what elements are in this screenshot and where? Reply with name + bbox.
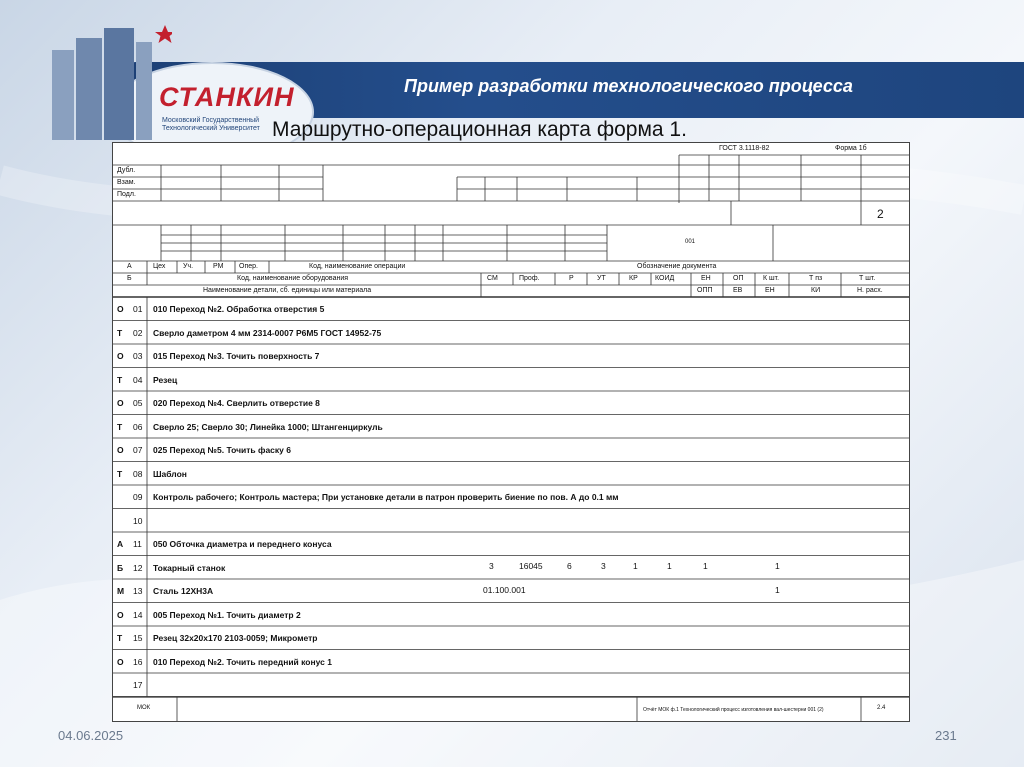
row-type: Т	[117, 327, 123, 338]
row-text: Шаблон	[153, 468, 187, 479]
col-en2: ЕН	[765, 287, 775, 294]
row-number: 11	[133, 539, 142, 549]
row-number: 07	[133, 445, 143, 455]
col-oboz-doc: Обозначение документа	[637, 263, 717, 270]
page-subtitle: Маршрутно-операционная карта форма 1.	[272, 118, 687, 141]
row-number: 12	[133, 562, 143, 573]
row-text: 020 Переход №4. Сверлить отверстие 8	[153, 398, 320, 408]
row-type: Т	[117, 468, 123, 479]
col-n-rash: Н. расх.	[857, 287, 883, 294]
vzam-label: Взам.	[117, 179, 136, 186]
row-text: 010 Переход №2. Обработка отверстия 5	[153, 304, 325, 314]
row-number: 05	[133, 398, 143, 408]
row-number: 10	[133, 515, 143, 526]
footer-sheet: 2.4	[877, 705, 886, 711]
row-number: 02	[133, 327, 143, 338]
row-number: 09	[133, 492, 143, 502]
row-type: А	[117, 539, 124, 549]
row13-k-sht: 1	[775, 585, 780, 595]
row-number: 03	[133, 351, 143, 361]
col-opp: ОПП	[697, 287, 713, 294]
row-type: Т	[117, 374, 123, 385]
row-number: 04	[133, 374, 143, 385]
row-text: Токарный станок	[153, 562, 226, 573]
row-text: Сверло даметром 4 мм 2314-0007 Р6М5 ГОСТ 14952-75	[153, 327, 382, 338]
col-rm: РМ	[213, 263, 224, 270]
row-text: Сверло 25; Сверло 30; Линейка 1000; Штангенциркуль	[153, 421, 383, 432]
col-ki: КИ	[811, 287, 821, 294]
logo-sub-line-1: Московский Государственный	[162, 117, 260, 124]
col-t-sht: Т шт.	[859, 275, 876, 282]
row-text: 050 Обточка диаметра и переднего конуса	[153, 539, 332, 549]
row-number: 17	[133, 680, 143, 690]
row12-k-sht: 1	[775, 561, 780, 571]
sheet-number: 2	[877, 207, 884, 221]
route-card-document	[112, 142, 910, 722]
row12-sm: 3	[489, 561, 494, 571]
row-number: 15	[133, 633, 143, 643]
row-type: О	[117, 609, 124, 620]
col-naim-det: Наименование детали, сб. единицы или материала	[203, 287, 372, 294]
forma-label: Форма 1б	[835, 145, 867, 152]
row12-ut: 3	[601, 561, 606, 571]
row-text: 005 Переход №1. Точить диаметр 2	[153, 609, 301, 620]
col-a: А	[127, 263, 132, 270]
col-r: Р	[569, 275, 574, 282]
logo-sub-line-2: Технологический Университет	[162, 125, 260, 132]
logo-name: СТАНКИН	[159, 82, 295, 112]
row-type: Т	[117, 421, 123, 432]
col-sm: СМ	[487, 275, 498, 282]
footer-date: 04.06.2025	[58, 728, 124, 743]
row-type: О	[117, 351, 124, 361]
dubl-label: Дубл.	[117, 167, 136, 174]
col-kod-obor: Код, наименование оборудования	[237, 275, 349, 282]
col-op: ОП	[733, 275, 744, 282]
mok-label: МОК	[137, 705, 151, 711]
col-kr: КР	[629, 275, 638, 282]
col-uch: Уч.	[183, 263, 194, 270]
row-type: Т	[117, 633, 123, 643]
footer-page-number: 231	[935, 728, 957, 743]
col-oper: Опер.	[239, 263, 258, 270]
row12-koid: 1	[667, 561, 672, 571]
row-type: Б	[117, 562, 124, 573]
row-number: 08	[133, 468, 143, 479]
col-b: Б	[127, 275, 132, 282]
row12-en: 1	[703, 561, 708, 571]
row-type: О	[117, 656, 124, 667]
col-t-pz: Т пз	[809, 275, 823, 282]
row-text: Резец	[153, 374, 178, 385]
row-text: 010 Переход №2. Точить передний конус 1	[153, 656, 332, 667]
row12-kr: 1	[633, 561, 638, 571]
doc-code: 001	[685, 239, 696, 245]
col-ev: ЕВ	[733, 287, 743, 294]
row-text: Сталь 12ХН3А	[153, 586, 214, 596]
row12-r: 6	[567, 561, 572, 571]
row-text: 025 Переход №5. Точить фаску 6	[153, 445, 291, 455]
row-type: М	[117, 586, 125, 596]
col-ceh: Цех	[153, 263, 166, 270]
row-number: 14	[133, 609, 143, 620]
col-k-sht: К шт.	[763, 275, 780, 282]
page-title: Пример разработки технологического процесса	[404, 76, 853, 96]
row-type: О	[117, 445, 124, 455]
row-number: 13	[133, 586, 143, 596]
col-kod-oper: Код, наименование операции	[309, 263, 406, 270]
row-text: Контроль рабочего; Контроль мастера; При установке детали в патрон проверить биение по пов. А до 0.1 мм	[153, 492, 619, 502]
row-type: О	[117, 304, 124, 314]
col-prof: Проф.	[519, 275, 540, 282]
row12-prof: 16045	[519, 561, 543, 571]
row-text: Резец 32х20х170 2103-0059; Микрометр	[153, 633, 318, 643]
building-icon	[32, 20, 172, 150]
col-ut: УТ	[597, 275, 606, 282]
footer-description: Отчёт МОК ф.1 Технологический процесс изготовления вал-шестерни 001 (2)	[643, 707, 824, 713]
row-text: 015 Переход №3. Точить поверхность 7	[153, 351, 320, 361]
col-koid: КОИД	[655, 275, 675, 282]
row-number: 16	[133, 656, 143, 667]
row13-code: 01.100.001	[483, 585, 526, 595]
logo	[14, 20, 314, 140]
row-type: О	[117, 398, 124, 408]
gost-label: ГОСТ 3.1118-82	[719, 145, 770, 152]
col-en: ЕН	[701, 275, 711, 282]
row-number: 01	[133, 304, 143, 314]
row-number: 06	[133, 421, 143, 432]
podl-label: Подл.	[117, 191, 136, 198]
